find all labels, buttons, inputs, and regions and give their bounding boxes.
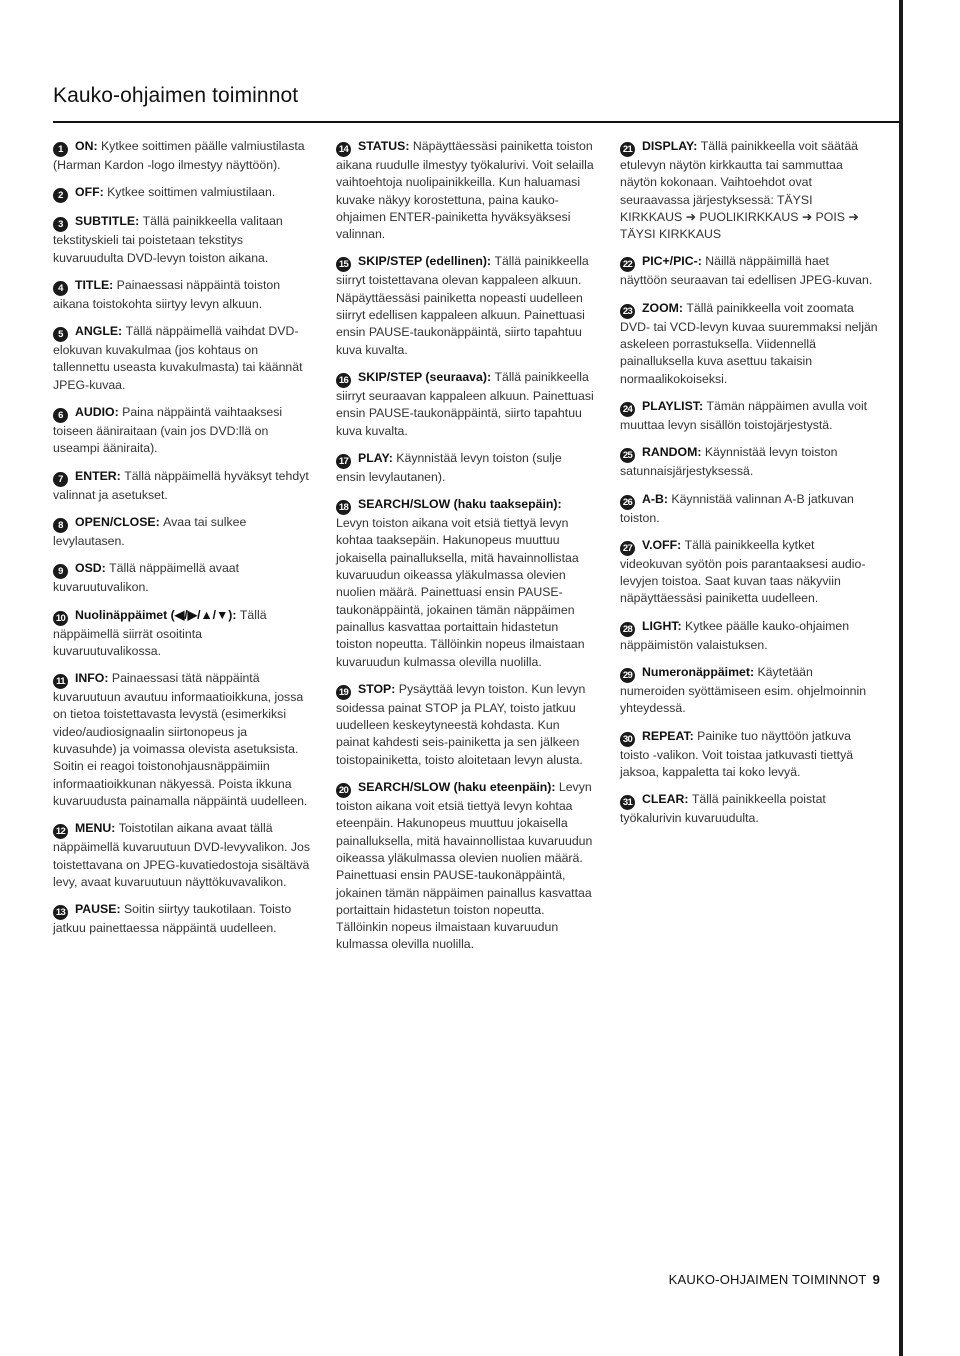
button-label: ENTER: xyxy=(75,468,121,483)
button-label: PIC+/PIC-: xyxy=(642,254,702,269)
button-description-25 xyxy=(620,444,878,480)
button-label: CLEAR: xyxy=(642,792,689,807)
number-badge-icon: 3 xyxy=(53,217,68,232)
button-description-5 xyxy=(53,323,311,394)
number-badge-icon: 5 xyxy=(53,327,68,342)
button-label: REPEAT: xyxy=(642,728,694,743)
column-3 xyxy=(620,138,878,838)
button-description-text: Levyn toiston aikana voit etsiä tiettyä levyn kohtaa eteenpäin. Hakunopeus muuttuu jokaisella painalluksella, mitä havainnollistaa kuvaruudun oikeassa yläkulmassa olevien nuolien määrä. Painettuasi ensin PAUSE-taukonäppäintä, jokainen tämän näppäimen painallus kasvattaa portaittain hidastetun toiston nopeutta. Tällöinkin nopeus ilmaistaan kuvaruudun kulmassa olevilla nuolilla. xyxy=(336,780,593,952)
number-badge-icon: 21 xyxy=(620,142,635,157)
button-label: OPEN/CLOSE: xyxy=(75,514,160,529)
button-label: SEARCH/SLOW (haku taaksepäin): xyxy=(358,497,562,512)
number-badge-icon: 17 xyxy=(336,454,351,469)
number-badge-icon: 26 xyxy=(620,495,635,510)
button-label: DISPLAY: xyxy=(642,139,698,153)
number-badge-icon: 20 xyxy=(336,783,351,798)
button-label: V.OFF: xyxy=(642,537,682,552)
button-description-text: Painaessasi tätä näppäintä kuvaruutuun avautuu informaatioikkuna, jossa on tietoa toistettavasta levystä (esimerkiksi video/audiosignaalin siirtonopeus ja kuvasuhde) ja voimassa olevista asetuksista. Soitin ei reagoi toistonohjausnäppäimiin informaatioikkunan näkyessä. Poista ikkuna kuvaruudusta painamalla näppäintä uudelleen. xyxy=(53,671,308,808)
button-description-20 xyxy=(336,779,594,954)
button-label: OFF: xyxy=(75,185,104,200)
button-label: MENU: xyxy=(75,821,116,836)
button-label: SEARCH/SLOW (haku eteenpäin): xyxy=(358,780,556,795)
button-label: SKIP/STEP (seuraava): xyxy=(358,369,492,384)
button-description-text: Näpäyttäessäsi painiketta toiston aikana ruudulle ilmestyy työkalurivi. Voit selailla vaihtoehtoja nuolipainikkeilla. Kun haluamasi kuvake näkyy korostettuna, paina kauko-ohjaimen ENTER-painiketta hyväksyäksesi valinnan. xyxy=(336,139,594,242)
button-label: RANDOM: xyxy=(642,445,702,460)
button-description-12 xyxy=(53,820,311,891)
button-description-10 xyxy=(53,607,311,661)
button-label: ON: xyxy=(75,139,98,153)
number-badge-icon: 15 xyxy=(336,257,351,272)
number-badge-icon: 10 xyxy=(53,611,68,626)
number-badge-icon: 7 xyxy=(53,472,68,487)
button-description-31 xyxy=(620,791,878,827)
button-description-18 xyxy=(336,496,594,671)
button-description-8 xyxy=(53,514,311,550)
number-badge-icon: 31 xyxy=(620,795,635,810)
button-description-29 xyxy=(620,664,878,718)
button-description-text: Tällä näppäimellä avaat kuvaruutuvalikon. xyxy=(53,561,240,595)
button-description-text: Näillä näppäimillä haet näyttöön seuraavan tai edellisen JPEG-kuvan. xyxy=(620,254,873,288)
button-description-text: Käynnistää levyn toiston (sulje ensin levylautanen). xyxy=(336,450,562,484)
button-description-19 xyxy=(336,681,594,769)
button-description-7 xyxy=(53,468,311,504)
button-description-3 xyxy=(53,213,311,267)
button-description-11 xyxy=(53,670,311,810)
button-description-text: Toistotilan aikana avaat tällä näppäimellä kuvaruutuun DVD-levyvalikon. Jos toistettavana on JPEG-kuvatiedostoja sisältävä levy, avaat kuvaruutuun näyttökuvavalikon. xyxy=(53,821,310,889)
right-edge-bar xyxy=(899,0,903,1356)
button-description-9 xyxy=(53,560,311,596)
number-badge-icon: 14 xyxy=(336,142,351,157)
button-description-text: Tällä painikkeella voit zoomata DVD- tai VCD-levyn kuvaa suuremmaksi neljän askeleen porrastuksella. Viidennellä painalluksella kuva asettuu takaisin normaalikokoiseksi. xyxy=(620,300,878,386)
number-badge-icon: 1 xyxy=(53,142,68,157)
button-description-4 xyxy=(53,277,311,313)
button-description-text: Tällä painikkeella siirryt toistettavana olevan kappaleen alkuun. Näpäyttäessäsi painiketta nopeasti uudelleen siirryt edellisen kappaleen alkuun. Painettuasi ensin PAUSE-taukonäppäintä, siirto tapahtuu kuva kuvalta. xyxy=(336,254,589,357)
button-description-27 xyxy=(620,537,878,608)
button-description-21 xyxy=(620,138,878,243)
button-description-2 xyxy=(53,184,311,203)
button-description-15 xyxy=(336,253,594,358)
button-label: STATUS: xyxy=(358,139,410,153)
button-description-text: Tällä näppäimellä siirrät osoitinta kuvaruutuvalikossa. xyxy=(53,607,267,658)
number-badge-icon: 2 xyxy=(53,188,68,203)
button-description-text: Tällä painikkeella kytket videokuvan syötön pois parantaaksesi audio-levyjen toistoa. Saat kuvan taas näkyviin näpäyttäessäsi painiketta uudelleen. xyxy=(620,537,866,606)
page-number: 9 xyxy=(872,1272,880,1287)
number-badge-icon: 30 xyxy=(620,732,635,747)
button-description-text: Painaessasi näppäintä toiston aikana toistokohta siirtyy levyn alkuun. xyxy=(53,277,281,311)
button-label: Numeronäppäimet: xyxy=(642,665,755,680)
button-description-text: Kytkee päälle kauko-ohjaimen näppäimistön valaistuksen. xyxy=(620,618,850,652)
number-badge-icon: 18 xyxy=(336,500,351,515)
button-label: LIGHT: xyxy=(642,618,682,633)
button-description-text: Tällä näppäimellä hyväksyt tehdyt valinnat ja asetukset. xyxy=(53,468,309,502)
button-description-text: Tällä painikkeella poistat työkalurivin kuvaruudulta. xyxy=(620,792,826,826)
button-description-text: Tällä painikkeella voit säätää etulevyn näytön kirkkautta tai sammuttaa näytön kokonaan. Vaihtoehdot ovat seuraavassa järjestyksessä: TÄYSI KIRKKAUS ➜ PUOLIKIRKKAUS ➜ POIS ➜ TÄYSI KIRKKAUS xyxy=(620,139,859,242)
button-label: ANGLE: xyxy=(75,324,123,339)
button-label: INFO: xyxy=(75,671,109,686)
button-description-text: Tällä painikkeella valitaan tekstityskieli tai poistetaan tekstitys kuvaruudulta DVD-levyn toiston aikana. xyxy=(53,214,283,265)
number-badge-icon: 28 xyxy=(620,622,635,637)
number-badge-icon: 19 xyxy=(336,685,351,700)
button-description-text: Levyn toiston aikana voit etsiä tiettyä levyn kohtaa taaksepäin. Hakunopeus muuttuu jokaisella painalluksella, mitä havainnollistaa kuvaruudun oikeassa yläkulmassa olevien nuolien määrä. Painettuasi ensin PAUSE-taukonäppäintä, jokainen tämän näppäimen painallus kasvattaa portaittain hidastetun toiston nopeutta. Tällöinkin nopeus ilmaistaan kuvaruudun kulmassa olevilla nuolilla. xyxy=(336,516,585,669)
number-badge-icon: 22 xyxy=(620,257,635,272)
button-description-14 xyxy=(336,138,594,243)
title-rule xyxy=(53,121,899,123)
button-description-text: Soitin siirtyy taukotilaan. Toisto jatkuu painettaessa näppäintä uudelleen. xyxy=(53,902,292,936)
footer-section: KAUKO-OHJAIMEN TOIMINNOT xyxy=(668,1272,867,1287)
number-badge-icon: 4 xyxy=(53,281,68,296)
button-description-17 xyxy=(336,450,594,486)
button-label: STOP: xyxy=(358,681,396,696)
column-1 xyxy=(53,138,311,947)
button-label: PAUSE: xyxy=(75,902,121,917)
number-badge-icon: 25 xyxy=(620,448,635,463)
button-label: TITLE: xyxy=(75,277,114,292)
number-badge-icon: 9 xyxy=(53,564,68,579)
number-badge-icon: 11 xyxy=(53,674,68,689)
number-badge-icon: 16 xyxy=(336,373,351,388)
button-description-text: Pysäyttää levyn toiston. Kun levyn soidessa painat STOP ja PLAY, toisto jatkuu uudelleen keskeytyneestä kohdasta. Kun painat kahdesti seis-painiketta ja sen jälkeen toistopainiketta, toisto aloitetaan levyn alusta. xyxy=(336,681,586,767)
button-description-text: Painike tuo näyttöön jatkuva toisto -valikon. Voit toistaa jatkuvasti tiettyä jaksoa, kappaletta tai koko levyä. xyxy=(620,728,854,779)
page-title: Kauko-ohjaimen toiminnot xyxy=(53,84,299,107)
button-description-24 xyxy=(620,398,878,434)
button-description-16 xyxy=(336,369,594,440)
button-description-23 xyxy=(620,300,878,388)
button-description-1 xyxy=(53,138,311,174)
button-label: ZOOM: xyxy=(642,300,683,315)
number-badge-icon: 24 xyxy=(620,402,635,417)
button-description-text: Kytkee soittimen valmiustilaan. xyxy=(107,185,276,200)
button-label: PLAYLIST: xyxy=(642,398,704,413)
button-description-text: Tällä näppäimellä vaihdat DVD-elokuvan kuvakulmaa (jos kohtaus on tallennettu useasta kuvakulmasta) tai käännät JPEG-kuvaa. xyxy=(53,324,303,392)
button-label: SKIP/STEP (edellinen): xyxy=(358,254,492,269)
button-label: A-B: xyxy=(642,491,668,506)
button-description-26 xyxy=(620,491,878,527)
button-description-30 xyxy=(620,728,878,782)
number-badge-icon: 8 xyxy=(53,518,68,533)
button-description-text: Käynnistää valinnan A-B jatkuvan toiston. xyxy=(620,491,854,525)
button-label: AUDIO: xyxy=(75,405,119,420)
button-description-text: Tämän näppäimen avulla voit muuttaa levyn sisällön toistojärjestystä. xyxy=(620,398,868,432)
button-description-6 xyxy=(53,404,311,458)
number-badge-icon: 29 xyxy=(620,668,635,683)
button-description-text: Kytkee soittimen päälle valmiustilasta (Harman Kardon -logo ilmestyy näyttöön). xyxy=(53,139,305,172)
button-label: SUBTITLE: xyxy=(75,214,140,229)
button-label: OSD: xyxy=(75,561,106,576)
button-description-text: Avaa tai sulkee levylautasen. xyxy=(53,514,247,548)
button-description-28 xyxy=(620,618,878,654)
page-footer xyxy=(640,1272,880,1287)
number-badge-icon: 13 xyxy=(53,905,68,920)
button-description-text: Paina näppäintä vaihtaaksesi toiseen ääniraitaan (vain jos DVD:llä on useampi ääniraita). xyxy=(53,405,283,456)
button-label: PLAY: xyxy=(358,450,393,465)
number-badge-icon: 23 xyxy=(620,304,635,319)
number-badge-icon: 6 xyxy=(53,408,68,423)
number-badge-icon: 27 xyxy=(620,541,635,556)
number-badge-icon: 12 xyxy=(53,824,68,839)
button-description-text: Tällä painikkeella siirryt seuraavan kappaleen alkuun. Painettuasi ensin PAUSE-taukonäppäintä, siirto tapahtuu kuva kuvalta. xyxy=(336,369,594,438)
button-description-13 xyxy=(53,901,311,937)
button-label: Nuolinäppäimet (◀/▶/▲/▼): xyxy=(75,607,237,622)
button-description-text: Käytetään numeroiden syöttämiseen esim. ohjelmoinnin yhteydessä. xyxy=(620,665,867,716)
button-description-text: Käynnistää levyn toiston satunnaisjärjestyksessä. xyxy=(620,445,838,479)
column-2 xyxy=(336,138,594,964)
button-description-22 xyxy=(620,253,878,289)
